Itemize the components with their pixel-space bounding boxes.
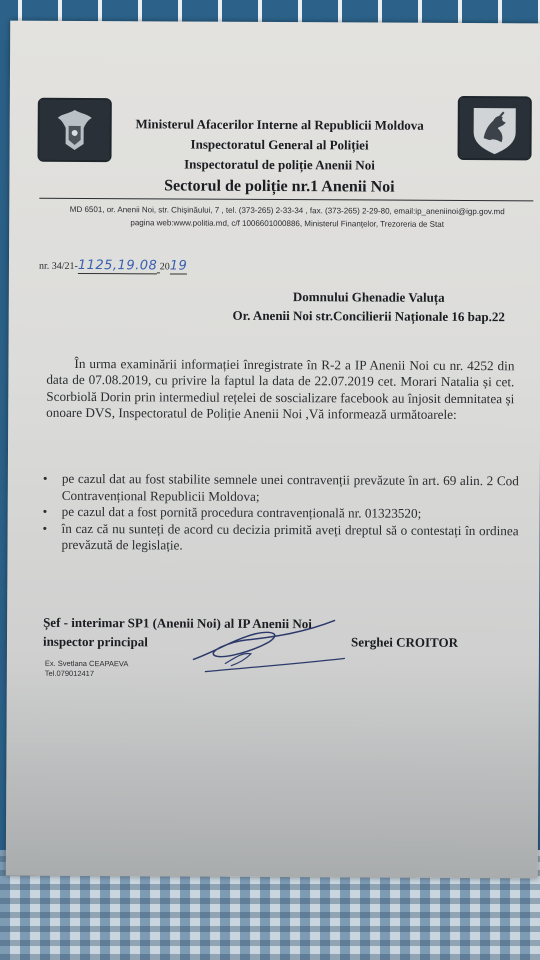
executor-name: Ex. Svetlana CEAPAEVA — [44, 658, 129, 669]
police-inspectorate-name: Inspectoratul de poliție Anenii Noi — [184, 156, 375, 173]
letterhead — [89, 114, 469, 200]
list-item: • pe cazul dat au fost stabilite semnele unei contravenții prevăzute în art. 69 alin. 2 Cod Contravențional Republicii Moldova; — [43, 471, 519, 506]
handwritten-signature — [185, 612, 355, 683]
year-prefix: 20 — [159, 261, 170, 273]
addressee-address: Or. Anenii Noi str.Concilierii Naționale 16 bap.22 — [232, 307, 505, 325]
contact-web: pagina web:www.politia.md, c/f 1006601000886, Ministerul Finanțelor, Trezoreria de Stat — [130, 218, 444, 229]
list-item: • pe cazul dat a fost pornită procedura contravențională nr. 01323520; — [43, 504, 519, 523]
letter-body — [46, 356, 514, 424]
executor-info — [45, 659, 129, 679]
list-item: • în caz că nu sunteți de acord cu decizia primită aveți dreptul să o contestați în ordinea prevăzută de legislație. — [42, 520, 518, 555]
contact-details — [43, 203, 531, 232]
ministry-name: Ministerul Afacerilor Interne al Republicii Moldova — [135, 116, 424, 133]
signatory-rank: inspector principal — [42, 633, 148, 650]
handwritten-date: 19.08 — [117, 258, 158, 274]
addressee-block — [204, 287, 534, 327]
addressee-name: Domnului Ghenadie Valuța — [292, 289, 445, 305]
letter-page — [6, 21, 540, 879]
handwritten-number: 1125, — [77, 257, 118, 274]
executor-phone: Tel.079012417 — [44, 668, 95, 679]
body-paragraph: În urma examinării informației înregistrate în R-2 a IP Anenii Noi cu nr. 4252 din data de 07.08.2019, cu privire la faptul la data de 22.07.2019 cet. Morari Natalia și cet. Scorbiolă Dorin prin intermediul rețelei de soscializare facebook au înjosit demnitatea și onoare DVS, Inspectoratul de Poliție Anenii Noi ,Vă informează următoarele: — [46, 355, 515, 422]
reference-number — [39, 258, 187, 274]
findings-list — [42, 471, 518, 556]
signatory-name: Serghei CROITOR — [350, 634, 459, 650]
general-inspectorate-name: Inspectoratul General al Poliției — [190, 136, 369, 153]
reference-prefix: nr. 34/21- — [38, 260, 78, 272]
contact-address: MD 6501, or. Anenii Noi, str. Chișinăului, 7 , tel. (373-265) 2-33-34 , fax. (373-265) 2-29-80, email:ip_aneniinoi@igp.gov.md — [69, 204, 505, 217]
handwritten-year: 19 — [169, 258, 188, 274]
signatory-position: Șef - interimar SP1 (Anenii Noi) al IP Anenii Noi — [43, 614, 312, 632]
police-sector-name: Sectorul de poliție nr.1 Anenii Noi — [164, 177, 395, 196]
